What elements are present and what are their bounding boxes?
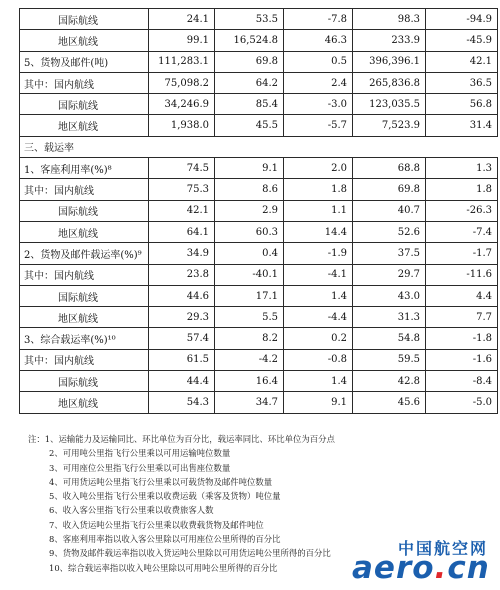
value-cell: 37.5 xyxy=(353,243,426,264)
value-cell: 54.8 xyxy=(353,328,426,349)
value-cell: 1,938.0 xyxy=(149,115,215,136)
row-label-cell: 其中：国内航线 xyxy=(20,179,149,200)
table-row xyxy=(20,392,498,413)
table-row xyxy=(20,243,498,264)
table-row xyxy=(20,200,498,221)
value-cell: -7.8 xyxy=(284,9,353,30)
table-row xyxy=(20,158,498,179)
value-cell: 9.1 xyxy=(284,392,353,413)
value-cell: 7.7 xyxy=(426,307,498,328)
value-cell: 45.5 xyxy=(215,115,284,136)
row-label-cell: 其中：国内航线 xyxy=(20,349,149,370)
value-cell: 24.1 xyxy=(149,9,215,30)
value-cell: 29.7 xyxy=(353,264,426,285)
watermark-cn-text: 中国航空网 xyxy=(397,539,488,558)
value-cell: 53.5 xyxy=(215,9,284,30)
value-cell: 85.4 xyxy=(215,94,284,115)
footnote-line: 注：1、运输能力及运输同比、环比单位为百分比，载运率同比、环比单位为百分点 xyxy=(28,434,335,444)
value-cell: 52.6 xyxy=(353,221,426,242)
statistics-table-container xyxy=(19,8,497,414)
row-label-cell: 国际航线 xyxy=(20,9,149,30)
value-cell: 36.5 xyxy=(426,72,498,93)
row-label-cell: 地区航线 xyxy=(20,115,149,136)
row-label-cell: 其中：国内航线 xyxy=(20,264,149,285)
footnote-line: 7、收入货运吨公里指飞行公里乘以收费载货物及邮件吨位 xyxy=(49,519,264,530)
value-cell: -94.9 xyxy=(426,9,498,30)
value-cell: 16,524.8 xyxy=(215,30,284,51)
value-cell: 40.7 xyxy=(353,200,426,221)
value-cell: 56.8 xyxy=(426,94,498,115)
value-cell: 14.4 xyxy=(284,221,353,242)
row-label-cell: 3、综合载运率(%)¹⁰ xyxy=(20,328,149,349)
section-header-row xyxy=(20,136,498,157)
value-cell: 1.8 xyxy=(284,179,353,200)
value-cell: 64.1 xyxy=(149,221,215,242)
value-cell: 29.3 xyxy=(149,307,215,328)
value-cell: -26.3 xyxy=(426,200,498,221)
value-cell: 61.5 xyxy=(149,349,215,370)
value-cell: 69.8 xyxy=(215,51,284,72)
footnote-line: 6、收入客公里指飞行公里乘以收费旅客人数 xyxy=(49,505,214,516)
row-label-cell: 地区航线 xyxy=(20,307,149,328)
value-cell xyxy=(426,136,498,157)
value-cell: 68.8 xyxy=(353,158,426,179)
value-cell: 5.5 xyxy=(215,307,284,328)
row-label-cell: 地区航线 xyxy=(20,30,149,51)
value-cell xyxy=(284,136,353,157)
value-cell: 42.1 xyxy=(426,51,498,72)
value-cell: 0.5 xyxy=(284,51,353,72)
row-label-cell: 2、货物及邮件载运率(%)⁹ xyxy=(20,243,149,264)
value-cell: -40.1 xyxy=(215,264,284,285)
value-cell: -7.4 xyxy=(426,221,498,242)
value-cell: 4.4 xyxy=(426,285,498,306)
value-cell: 2.0 xyxy=(284,158,353,179)
row-label-cell: 5、货物及邮件(吨) xyxy=(20,51,149,72)
value-cell: 1.3 xyxy=(426,158,498,179)
footnote-line: 10、综合载运率指以收入吨公里除以可用吨公里所得的百分比 xyxy=(49,562,278,573)
value-cell: 54.3 xyxy=(149,392,215,413)
value-cell: -4.4 xyxy=(284,307,353,328)
value-cell: 0.4 xyxy=(215,243,284,264)
value-cell: -5.0 xyxy=(426,392,498,413)
value-cell xyxy=(149,136,215,157)
value-cell: -5.7 xyxy=(284,115,353,136)
value-cell: 265,836.8 xyxy=(353,72,426,93)
footnote-line: 5、收入吨公里指飞行公里乘以收费运载（乘客及货物）吨位量 xyxy=(49,491,281,502)
value-cell: 8.6 xyxy=(215,179,284,200)
value-cell: 1.1 xyxy=(284,200,353,221)
value-cell xyxy=(215,136,284,157)
value-cell: 1.8 xyxy=(426,179,498,200)
row-label-cell: 国际航线 xyxy=(20,285,149,306)
value-cell: -1.8 xyxy=(426,328,498,349)
value-cell: -1.6 xyxy=(426,349,498,370)
value-cell: -4.2 xyxy=(215,349,284,370)
table-row xyxy=(20,328,498,349)
value-cell: 46.3 xyxy=(284,30,353,51)
table-row xyxy=(20,30,498,51)
table-row xyxy=(20,94,498,115)
value-cell: 23.8 xyxy=(149,264,215,285)
value-cell: -8.4 xyxy=(426,371,498,392)
table-row xyxy=(20,264,498,285)
table-row xyxy=(20,51,498,72)
table-row xyxy=(20,307,498,328)
table-row xyxy=(20,221,498,242)
footnote-line: 4、可用货运吨公里指飞行公里乘以可载货物及邮件吨位数量 xyxy=(49,476,273,487)
aero-cn-watermark-logo xyxy=(352,536,498,586)
row-label-cell: 其中：国内航线 xyxy=(20,72,149,93)
value-cell: 44.6 xyxy=(149,285,215,306)
value-cell: 34.7 xyxy=(215,392,284,413)
row-label-cell: 地区航线 xyxy=(20,392,149,413)
value-cell: 31.4 xyxy=(426,115,498,136)
value-cell: 111,283.1 xyxy=(149,51,215,72)
value-cell: 60.3 xyxy=(215,221,284,242)
value-cell: 1.4 xyxy=(284,371,353,392)
row-label-cell: 国际航线 xyxy=(20,371,149,392)
table-row xyxy=(20,72,498,93)
row-label-cell: 三、载运率 xyxy=(20,136,149,157)
value-cell: -45.9 xyxy=(426,30,498,51)
value-cell: 98.3 xyxy=(353,9,426,30)
value-cell: 7,523.9 xyxy=(353,115,426,136)
value-cell: 396,396.1 xyxy=(353,51,426,72)
value-cell: 17.1 xyxy=(215,285,284,306)
value-cell: 75,098.2 xyxy=(149,72,215,93)
table-row xyxy=(20,371,498,392)
value-cell: 34.9 xyxy=(149,243,215,264)
value-cell: 8.2 xyxy=(215,328,284,349)
value-cell: 16.4 xyxy=(215,371,284,392)
value-cell: 1.4 xyxy=(284,285,353,306)
value-cell: -0.8 xyxy=(284,349,353,370)
value-cell: 69.8 xyxy=(353,179,426,200)
value-cell: 75.3 xyxy=(149,179,215,200)
value-cell: 0.2 xyxy=(284,328,353,349)
value-cell: -1.9 xyxy=(284,243,353,264)
value-cell: 57.4 xyxy=(149,328,215,349)
value-cell: 64.2 xyxy=(215,72,284,93)
table-row xyxy=(20,9,498,30)
value-cell: 42.8 xyxy=(353,371,426,392)
footnote-line: 9、货物及邮件载运率指以收入货运吨公里除以可用货运吨公里所得的百分比 xyxy=(49,548,331,559)
row-label-cell: 国际航线 xyxy=(20,200,149,221)
value-cell: 99.1 xyxy=(149,30,215,51)
value-cell: 74.5 xyxy=(149,158,215,179)
value-cell: 9.1 xyxy=(215,158,284,179)
value-cell: -11.6 xyxy=(426,264,498,285)
value-cell: 31.3 xyxy=(353,307,426,328)
watermark-en-main: aero xyxy=(352,550,435,586)
row-label-cell: 国际航线 xyxy=(20,94,149,115)
table-row xyxy=(20,115,498,136)
value-cell: -3.0 xyxy=(284,94,353,115)
statistics-table xyxy=(19,8,498,414)
row-label-cell: 地区航线 xyxy=(20,221,149,242)
value-cell: 34,246.9 xyxy=(149,94,215,115)
value-cell: 43.0 xyxy=(353,285,426,306)
value-cell: 233.9 xyxy=(353,30,426,51)
value-cell: 45.6 xyxy=(353,392,426,413)
footnote-line: 3、可用座位公里指飞行公里乘以可出售座位数量 xyxy=(49,462,231,473)
value-cell: 2.4 xyxy=(284,72,353,93)
row-label-cell: 1、客座利用率(%)⁸ xyxy=(20,158,149,179)
table-row xyxy=(20,179,498,200)
table-body xyxy=(20,9,498,414)
value-cell: -4.1 xyxy=(284,264,353,285)
footnote-line: 8、客座利用率指以收入客公里除以可用座位公里所得的百分比 xyxy=(49,534,281,545)
value-cell: 123,035.5 xyxy=(353,94,426,115)
value-cell: 2.9 xyxy=(215,200,284,221)
value-cell: -1.7 xyxy=(426,243,498,264)
value-cell xyxy=(353,136,426,157)
table-row xyxy=(20,349,498,370)
watermark-en-text xyxy=(352,550,490,586)
watermark-en-tld: cn xyxy=(447,550,490,586)
table-row xyxy=(20,285,498,306)
value-cell: 42.1 xyxy=(149,200,215,221)
value-cell: 59.5 xyxy=(353,349,426,370)
value-cell: 44.4 xyxy=(149,371,215,392)
watermark-en-dot: . xyxy=(434,550,448,586)
footnote-line: 2、可用吨公里指飞行公里乘以可用运输吨位数量 xyxy=(49,448,231,459)
